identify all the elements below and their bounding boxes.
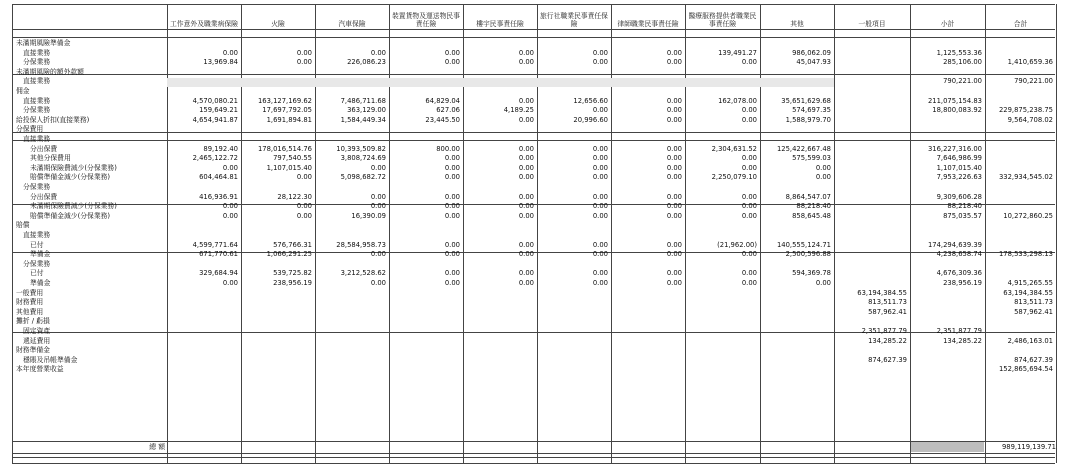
row-label: 已付 bbox=[30, 240, 44, 249]
table-cell: 12,656.60 bbox=[573, 96, 608, 105]
column-header: 一般項目 bbox=[858, 20, 886, 28]
table-cell: 2,500,596.88 bbox=[785, 250, 831, 259]
table-cell: 587,962.41 bbox=[868, 307, 907, 316]
table-cell: 4,915,265.55 bbox=[1007, 279, 1053, 287]
table-cell: 28,584,958.73 bbox=[336, 240, 386, 249]
table-cell: 0.00 bbox=[518, 250, 534, 259]
table-cell: 89,192.40 bbox=[203, 144, 238, 153]
row-label: 攤折 / 虧損 bbox=[16, 317, 50, 326]
table-cell: 0.00 bbox=[666, 192, 682, 201]
table-cell: 3,212,528.62 bbox=[340, 269, 386, 278]
table-cell: 0.00 bbox=[592, 173, 608, 182]
table-cell: 0.00 bbox=[370, 202, 386, 211]
table-cell: 2,465,122.72 bbox=[192, 154, 238, 163]
row-label: 分保業務 bbox=[23, 183, 51, 191]
table-cell: 0.00 bbox=[444, 192, 460, 201]
row-label: 未滿期保險費減少(分保業務) bbox=[30, 202, 117, 211]
row-label: 分保業務 bbox=[23, 106, 51, 115]
row-label: 分出保費 bbox=[30, 144, 58, 153]
table-cell: 0.00 bbox=[444, 154, 460, 163]
table-cell: 813,511.73 bbox=[1014, 298, 1053, 307]
table-cell: 0.00 bbox=[815, 279, 831, 287]
table-cell: 45,047.93 bbox=[796, 58, 831, 67]
table-cell: 0.00 bbox=[666, 48, 682, 57]
table-cell: 0.00 bbox=[518, 192, 534, 201]
table-cell: 0.00 bbox=[444, 163, 460, 172]
table-cell: 4,654,941.87 bbox=[192, 115, 238, 124]
table-cell: 0.00 bbox=[666, 173, 682, 182]
table-cell: 0.00 bbox=[296, 173, 312, 182]
grid-vline bbox=[1056, 4, 1057, 463]
table-cell: 0.00 bbox=[592, 154, 608, 163]
table-cell: 1,125,553.36 bbox=[936, 48, 982, 57]
row-label: 本年度營業收益 bbox=[16, 365, 64, 374]
table-cell: 0.00 bbox=[518, 115, 534, 124]
table-cell: 3,808,724.69 bbox=[340, 154, 386, 163]
row-label: 分保業務 bbox=[23, 58, 51, 67]
table-cell: 813,511.73 bbox=[868, 298, 907, 307]
table-cell: 134,285.22 bbox=[868, 336, 907, 345]
row-label: 財務費用 bbox=[16, 298, 44, 307]
table-cell: 0.00 bbox=[666, 211, 682, 220]
table-cell: 594,369.78 bbox=[792, 269, 831, 278]
table-cell: 0.00 bbox=[666, 106, 682, 115]
table-cell: 0.00 bbox=[444, 58, 460, 67]
table-cell: 0.00 bbox=[741, 154, 757, 163]
row-label: 給投保人折扣(直接業務) bbox=[16, 115, 90, 124]
table-cell: 4,676,309.36 bbox=[936, 269, 982, 278]
grid-hline bbox=[12, 132, 1055, 133]
column-header: 汽車保險 bbox=[338, 20, 366, 28]
table-cell: 539,725.82 bbox=[273, 269, 312, 278]
table-cell: 0.00 bbox=[592, 202, 608, 211]
table-cell: 316,227,316.00 bbox=[927, 144, 982, 153]
table-cell: 10,272,860.25 bbox=[1003, 211, 1053, 220]
table-cell: 0.00 bbox=[518, 173, 534, 182]
table-cell: 0.00 bbox=[666, 269, 682, 278]
total-value: 989,119,139.71 bbox=[1001, 443, 1056, 451]
table-cell: 238,956.19 bbox=[273, 279, 312, 287]
column-header: 樓宇民事責任險 bbox=[476, 20, 524, 28]
table-cell: 604,464.81 bbox=[199, 173, 238, 182]
table-cell: 0.00 bbox=[741, 202, 757, 211]
table-cell: 0.00 bbox=[518, 279, 534, 287]
table-cell: 0.00 bbox=[666, 163, 682, 172]
row-label: 分保費用 bbox=[16, 125, 44, 134]
table-cell: 0.00 bbox=[518, 58, 534, 67]
table-cell: 0.00 bbox=[666, 58, 682, 67]
table-cell: 0.00 bbox=[444, 211, 460, 220]
table-cell: 4,189.25 bbox=[503, 106, 534, 115]
table-cell: 1,691,894.81 bbox=[266, 115, 312, 124]
table-cell: 0.00 bbox=[444, 173, 460, 182]
table-cell: 0.00 bbox=[592, 58, 608, 67]
table-cell: 0.00 bbox=[222, 279, 238, 287]
table-cell: 797,540.55 bbox=[273, 154, 312, 163]
table-cell: 140,555,124.71 bbox=[776, 240, 831, 249]
table-cell: 1,066,291.25 bbox=[266, 250, 312, 259]
shaded-band bbox=[167, 78, 834, 87]
table-cell: 28,122.30 bbox=[277, 192, 312, 201]
row-label: 直接業務 bbox=[23, 231, 51, 239]
grid-hline bbox=[12, 441, 1055, 442]
table-cell: 0.00 bbox=[444, 250, 460, 259]
table-cell: 0.00 bbox=[666, 96, 682, 105]
table-cell: 0.00 bbox=[518, 211, 534, 220]
table-cell: 139,491.27 bbox=[718, 48, 757, 57]
row-label: 遞延費用 bbox=[23, 336, 51, 345]
table-cell: 0.00 bbox=[444, 279, 460, 287]
row-label: 其他費用 bbox=[16, 307, 44, 316]
table-cell: 576,766.31 bbox=[273, 240, 312, 249]
table-cell: 1,107,015.40 bbox=[936, 163, 982, 172]
row-label: 分出保費 bbox=[30, 192, 58, 201]
table-cell: 0.00 bbox=[666, 202, 682, 211]
table-cell: 125,422,667.48 bbox=[776, 144, 831, 153]
table-cell: 0.00 bbox=[444, 48, 460, 57]
table-cell: 0.00 bbox=[370, 163, 386, 172]
table-cell: 0.00 bbox=[741, 106, 757, 115]
table-cell: 63,194,384.55 bbox=[857, 288, 907, 297]
table-cell: 332,934,545.02 bbox=[998, 173, 1053, 182]
table-cell: 238,956.19 bbox=[943, 279, 982, 287]
column-header: 律師職業民事責任險 bbox=[617, 20, 679, 28]
grid-hline bbox=[12, 140, 1055, 141]
table-cell: 0.00 bbox=[741, 250, 757, 259]
table-cell: 8,864,547.07 bbox=[785, 192, 831, 201]
table-cell: 0.00 bbox=[222, 48, 238, 57]
table-cell: 574,697.35 bbox=[792, 106, 831, 115]
grid-hline bbox=[12, 37, 1055, 38]
table-cell: 2,351,877.79 bbox=[936, 327, 982, 335]
table-cell: 0.00 bbox=[370, 192, 386, 201]
table-cell: 0.00 bbox=[296, 202, 312, 211]
table-cell: 0.00 bbox=[741, 115, 757, 124]
table-cell: 0.00 bbox=[741, 269, 757, 278]
table-cell: 20,996.60 bbox=[573, 115, 608, 124]
table-cell: 0.00 bbox=[666, 115, 682, 124]
row-label: 未滿期風險的額外款額 bbox=[16, 67, 84, 76]
table-cell: 2,351,877.79 bbox=[861, 327, 907, 335]
table-cell: 575,599.03 bbox=[792, 154, 831, 163]
table-cell: 88,218.40 bbox=[796, 202, 831, 211]
table-cell: 0.00 bbox=[370, 279, 386, 287]
column-header: 合計 bbox=[1013, 20, 1028, 28]
table-cell: 416,936.91 bbox=[199, 192, 238, 201]
table-cell: 4,238,658.74 bbox=[936, 250, 982, 259]
table-cell: 162,078.00 bbox=[718, 96, 757, 105]
table-cell: 0.00 bbox=[518, 240, 534, 249]
table-cell: 0.00 bbox=[444, 269, 460, 278]
table-cell: 0.00 bbox=[518, 154, 534, 163]
table-cell: 1,410,659.36 bbox=[1007, 58, 1053, 67]
table-cell: 2,250,079.10 bbox=[711, 173, 757, 182]
table-cell: 1,588,979.70 bbox=[785, 115, 831, 124]
table-cell: 800.00 bbox=[436, 144, 460, 153]
table-cell: 874,627.39 bbox=[868, 355, 907, 364]
row-label: 準備金 bbox=[30, 279, 51, 287]
table-cell: 790,221.00 bbox=[1014, 77, 1053, 86]
table-cell: 63,194,384.55 bbox=[1003, 288, 1053, 297]
table-cell: 226,086.23 bbox=[347, 58, 386, 67]
table-cell: 13,969.84 bbox=[203, 58, 238, 67]
table-cell: 0.00 bbox=[296, 211, 312, 220]
row-label: 其他分保費用 bbox=[30, 154, 71, 163]
row-label: 佣金 bbox=[16, 87, 30, 95]
row-label: 直接業務 bbox=[23, 77, 51, 86]
table-cell: 9,309,606.28 bbox=[936, 192, 982, 201]
table-cell: 229,875,238.75 bbox=[998, 106, 1053, 115]
table-cell: 627.06 bbox=[436, 106, 460, 115]
row-label: 未滿期保險費減少(分保業務) bbox=[30, 163, 117, 172]
table-cell: 0.00 bbox=[592, 211, 608, 220]
table-cell: 1,107,015.40 bbox=[266, 163, 312, 172]
table-cell: 0.00 bbox=[518, 269, 534, 278]
table-cell: 329,684.94 bbox=[199, 269, 238, 278]
table-cell: 1,584,449.34 bbox=[340, 115, 386, 124]
column-header: 裝置貨物及運送物民事責任險 bbox=[392, 12, 460, 28]
table-cell: 0.00 bbox=[592, 48, 608, 57]
table-cell: 0.00 bbox=[518, 48, 534, 57]
table-cell: 0.00 bbox=[518, 202, 534, 211]
column-header: 火險 bbox=[271, 20, 285, 28]
table-cell: 0.00 bbox=[592, 144, 608, 153]
table-cell: 0.00 bbox=[592, 106, 608, 115]
table-cell: 9,564,708.02 bbox=[1007, 115, 1053, 124]
table-cell: 159,649.21 bbox=[199, 106, 238, 115]
row-label: 賠償 bbox=[16, 221, 30, 230]
table-cell: 35,651,629.68 bbox=[781, 96, 831, 105]
column-header: 小計 bbox=[940, 20, 955, 28]
table-cell: 10,393,509.82 bbox=[336, 144, 386, 153]
table-cell: 7,953,226.63 bbox=[936, 173, 982, 182]
table-cell: 874,627.39 bbox=[1014, 355, 1053, 364]
table-cell: 0.00 bbox=[296, 48, 312, 57]
table-cell: 671,770.61 bbox=[199, 250, 238, 259]
row-label: 固定資產 bbox=[23, 327, 51, 335]
table-cell: 211,075,154.83 bbox=[927, 96, 982, 105]
table-cell: 0.00 bbox=[296, 58, 312, 67]
table-cell: 0.00 bbox=[592, 163, 608, 172]
table-cell: 2,486,163.01 bbox=[1007, 336, 1053, 345]
table-cell: 163,127,169.62 bbox=[257, 96, 312, 105]
total-shaded-cell bbox=[911, 442, 984, 452]
table-cell: (21,962.00) bbox=[717, 240, 757, 249]
table-cell: 5,098,682.72 bbox=[340, 173, 386, 182]
table-cell: 0.00 bbox=[815, 163, 831, 172]
table-cell: 174,294,639.39 bbox=[927, 240, 982, 249]
table-cell: 88,218.40 bbox=[947, 202, 982, 211]
table-cell: 0.00 bbox=[741, 163, 757, 172]
table-cell: 0.00 bbox=[592, 240, 608, 249]
table-cell: 23,445.50 bbox=[425, 115, 460, 124]
row-label: 未滿期風險準備金 bbox=[16, 39, 71, 47]
table-cell: 0.00 bbox=[592, 279, 608, 287]
table-cell: 0.00 bbox=[741, 211, 757, 220]
column-header: 醫療服務提供者職業民事責任險 bbox=[688, 12, 757, 28]
table-cell: 178,016,514.76 bbox=[257, 144, 312, 153]
row-label: 穩賬及吊帳準備金 bbox=[23, 355, 78, 364]
table-cell: 0.00 bbox=[370, 250, 386, 259]
table-cell: 0.00 bbox=[370, 48, 386, 57]
row-label: 財務準備金 bbox=[16, 346, 50, 355]
table-cell: 152,865,694.54 bbox=[998, 365, 1053, 374]
row-label: 直接業務 bbox=[23, 135, 51, 143]
table-cell: 2,304,631.52 bbox=[711, 144, 757, 153]
row-label: 賠償準備金減少(分保業務) bbox=[30, 173, 111, 182]
row-label: 賠償準備金減少(分保業務) bbox=[30, 211, 111, 220]
grid-hline bbox=[12, 463, 1055, 464]
row-label: 直接業務 bbox=[23, 48, 51, 57]
table-cell: 0.00 bbox=[666, 279, 682, 287]
row-label: 直接業務 bbox=[23, 96, 51, 105]
table-cell: 0.00 bbox=[222, 211, 238, 220]
table-cell: 285,106.00 bbox=[943, 58, 982, 67]
table-cell: 64,829.04 bbox=[425, 96, 460, 105]
row-label: 分保業務 bbox=[23, 259, 51, 268]
table-cell: 4,570,080.21 bbox=[192, 96, 238, 105]
table-cell: 134,285.22 bbox=[943, 336, 982, 345]
grid-hline bbox=[12, 457, 1055, 458]
row-label: 準備金 bbox=[30, 250, 51, 259]
table-cell: 0.00 bbox=[518, 163, 534, 172]
table-cell: 18,800,083.92 bbox=[932, 106, 982, 115]
table-cell: 0.00 bbox=[666, 154, 682, 163]
table-cell: 0.00 bbox=[444, 240, 460, 249]
row-label: 已付 bbox=[30, 269, 44, 278]
column-header: 其他 bbox=[790, 20, 804, 28]
table-cell: 17,697,792.05 bbox=[262, 106, 312, 115]
column-header: 工作意外及職業病保險 bbox=[170, 20, 238, 28]
row-label: 一般費用 bbox=[16, 288, 44, 297]
table-cell: 790,221.00 bbox=[943, 77, 982, 86]
table-cell: 858,645.48 bbox=[792, 211, 831, 220]
table-cell: 0.00 bbox=[518, 96, 534, 105]
table-cell: 0.00 bbox=[666, 144, 682, 153]
table-cell: 875,035.57 bbox=[943, 211, 982, 220]
table-cell: 0.00 bbox=[666, 240, 682, 249]
table-cell: 0.00 bbox=[592, 192, 608, 201]
table-cell: 0.00 bbox=[222, 163, 238, 172]
grid-hline bbox=[12, 453, 1055, 454]
table-cell: 7,486,711.68 bbox=[340, 96, 386, 105]
total-label: 總 額 bbox=[149, 443, 165, 451]
table-cell: 587,962.41 bbox=[1014, 307, 1053, 316]
table-cell: 0.00 bbox=[444, 202, 460, 211]
table-cell: 16,390.09 bbox=[351, 211, 386, 220]
table-cell: 0.00 bbox=[741, 192, 757, 201]
table-cell: 986,062.09 bbox=[792, 48, 831, 57]
column-header: 旅行社職業民事責任保險 bbox=[540, 12, 608, 28]
table-cell: 0.00 bbox=[592, 250, 608, 259]
table-cell: 178,533,298.13 bbox=[998, 250, 1053, 259]
table-cell: 4,599,771.64 bbox=[192, 240, 238, 249]
table-cell: 0.00 bbox=[741, 279, 757, 287]
grid-hline bbox=[12, 29, 1055, 30]
table-cell: 363,129.00 bbox=[347, 106, 386, 115]
grid-hline bbox=[12, 74, 1055, 75]
table-cell: 0.00 bbox=[815, 173, 831, 182]
table-cell: 0.00 bbox=[741, 58, 757, 67]
table-cell: 0.00 bbox=[666, 250, 682, 259]
table-cell: 0.00 bbox=[222, 202, 238, 211]
table-cell: 7,646,986.99 bbox=[936, 154, 982, 163]
table-cell: 0.00 bbox=[592, 269, 608, 278]
table-cell: 0.00 bbox=[518, 144, 534, 153]
